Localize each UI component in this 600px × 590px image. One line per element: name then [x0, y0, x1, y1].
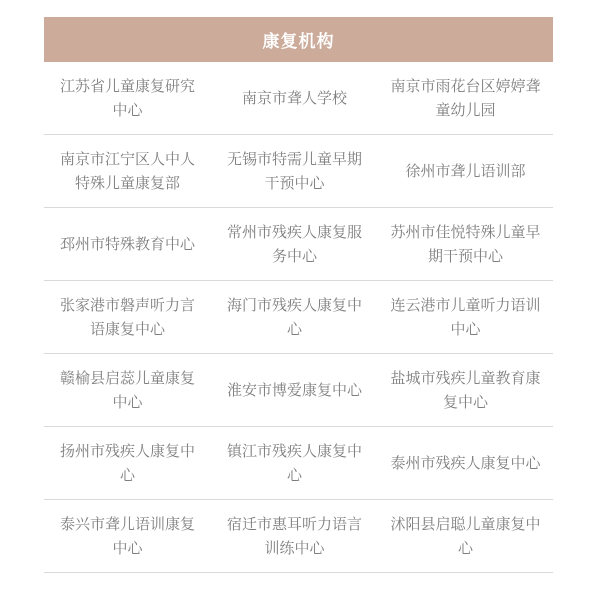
institution-name: 沭阳县启聪儿童康复中心 — [390, 515, 541, 557]
institution-name: 镇江市残疾人康复中心 — [226, 442, 362, 484]
table-cell — [44, 354, 211, 426]
institution-name: 邳州市特殊教育中心 — [59, 235, 195, 253]
table-body — [44, 62, 553, 573]
institution-name: 连云港市儿童听力语训中心 — [390, 296, 541, 338]
table-cell — [378, 354, 553, 426]
institution-name: 常州市残疾人康复服务中心 — [226, 223, 362, 265]
table-cell — [211, 427, 378, 499]
table-title: 康复机构 — [262, 32, 335, 52]
institution-name: 南京市聋人学校 — [241, 89, 347, 107]
institution-name: 南京市江宁区人中人特殊儿童康复部 — [59, 150, 195, 192]
table-cell — [378, 62, 553, 134]
table-cell — [44, 281, 211, 353]
table-cell — [44, 62, 211, 134]
table-row — [44, 208, 553, 281]
table-cell — [378, 135, 553, 207]
table-cell — [211, 135, 378, 207]
table-row — [44, 135, 553, 208]
table-cell — [44, 135, 211, 207]
table-cell — [378, 208, 553, 280]
table-row — [44, 281, 553, 354]
institution-name: 无锡市特需儿童早期干预中心 — [226, 150, 362, 192]
table-cell — [44, 500, 211, 572]
table-cell — [44, 208, 211, 280]
table-cell — [378, 500, 553, 572]
institution-name: 苏州市佳悦特殊儿童早期干预中心 — [390, 223, 541, 265]
table-cell — [211, 281, 378, 353]
table-cell — [378, 281, 553, 353]
table-row — [44, 427, 553, 500]
institution-name: 赣榆县启蕊儿童康复中心 — [59, 369, 195, 411]
institution-name: 泰州市残疾人康复中心 — [390, 454, 541, 472]
institution-name: 盐城市残疾儿童教育康复中心 — [390, 369, 541, 411]
institution-name: 南京市雨花台区婷婷聋童幼儿园 — [390, 77, 541, 119]
table-row — [44, 354, 553, 427]
table-row — [44, 500, 553, 573]
table-header — [44, 17, 553, 62]
institution-name: 淮安市博爱康复中心 — [226, 381, 362, 399]
table-cell — [211, 354, 378, 426]
institution-name: 宿迁市惠耳听力语言训练中心 — [226, 515, 362, 557]
institution-name: 江苏省儿童康复研究中心 — [59, 77, 195, 119]
table-cell — [211, 208, 378, 280]
institution-name: 扬州市残疾人康复中心 — [59, 442, 195, 484]
table-cell — [44, 427, 211, 499]
institution-name: 泰兴市聋儿语训康复中心 — [59, 515, 195, 557]
table-cell — [378, 427, 553, 499]
table-cell — [211, 500, 378, 572]
institution-name: 海门市残疾人康复中心 — [226, 296, 362, 338]
institution-name: 张家港市磐声听力言语康复中心 — [59, 296, 195, 338]
institution-name: 徐州市聋儿语训部 — [405, 162, 526, 180]
institutions-table — [44, 17, 553, 573]
table-cell — [211, 62, 378, 134]
table-row — [44, 62, 553, 135]
